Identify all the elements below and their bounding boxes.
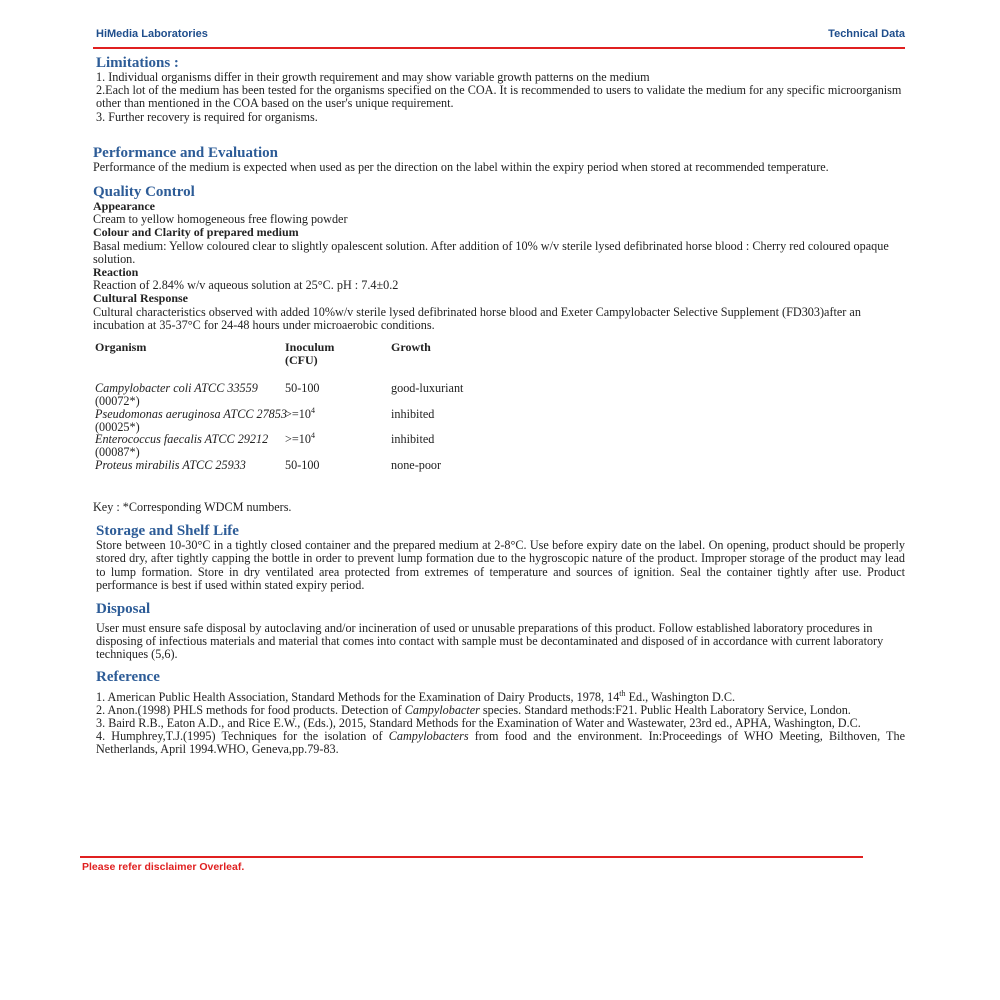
appearance-text: Cream to yellow homogeneous free flowing powder (93, 212, 348, 227)
cultural-response-label: Cultural Response (93, 291, 189, 306)
inoculum-value: 50-100 (285, 381, 320, 396)
document-body (93, 55, 905, 757)
column-header-organism: Organism (95, 340, 147, 355)
table-key: Key : *Corresponding WDCM numbers. (93, 500, 292, 515)
inoculum-header-unit: (CFU) (285, 353, 318, 368)
limitation-item: 3. Further recovery is required for organisms. (96, 109, 318, 124)
limitations-list (96, 71, 905, 124)
organism-name: Campylobacter coli ATCC 33559 (00072*) (95, 381, 258, 409)
storage-heading: Storage and Shelf Life (96, 523, 239, 540)
organism-name: Pseudomonas aeruginosa ATCC 27853 (00025*) (95, 407, 287, 435)
limitation-item: 2.Each lot of the medium has been tested for the organisms specified on the COA. It is recommended to users to validate the medium for any specific microorganism other than mentioned in the COA based on the user's unique requirement. (96, 83, 902, 111)
header-divider (93, 47, 905, 49)
performance-heading: Performance and Evaluation (93, 144, 278, 161)
growth-value: good-luxuriant (391, 381, 464, 396)
appearance-label: Appearance (93, 199, 155, 214)
limitation-item: 1. Individual organisms differ in their growth requirement and may show variable growth patterns on the medium (96, 70, 650, 84)
growth-value: none-poor (391, 458, 442, 473)
reference-item: 2. Anon.(1998) PHLS methods for food products. Detection of Campylobacter species. Standard methods:F21. Public Health Laboratory Service, London. (96, 702, 851, 717)
column-header-growth: Growth (391, 340, 431, 355)
organism-name: Enterococcus faecalis ATCC 29212 (00087*) (95, 432, 269, 460)
growth-value: inhibited (391, 407, 435, 422)
inoculum-header-label: Inoculum (285, 340, 335, 355)
reference-item: 3. Baird R.B., Eaton A.D., and Rice E.W., (Eds.), 2015, Standard Methods for the Examination of Water and Wastewater, 23rd ed., APHA, Washington, D.C. (96, 716, 861, 731)
disposal-heading: Disposal (96, 601, 151, 618)
disposal-text: User must ensure safe disposal by autoclaving and/or incineration of used or unusable preparations of this product. Follow established laboratory procedures in disposing of infectious materials and material that comes into contact with sample must be decontaminated and disposed of in accordance with current laboratory techniques (5,6). (96, 621, 884, 662)
disclaimer-note: Please refer disclaimer Overleaf. (82, 861, 245, 873)
inoculum-value: 50-100 (285, 458, 320, 473)
organism-name: Proteus mirabilis ATCC 25933 (95, 458, 246, 473)
cultural-response-text: Cultural characteristics observed with added 10%w/v sterile lysed defibrinated horse blood and Exeter Campylobacter Selective Supplement (FD303)after an incubation at 35-37°C for 24-48 hours under microaerobic conditions. (93, 304, 861, 332)
reference-item: 4. Humphrey,T.J.(1995) Techniques for the isolation of Campylobacters from food and the environment. In:Proceedings of WHO Meeting, Bilthoven, The Netherlands, April 1994.WHO, Geneva,pp.79-83. (96, 729, 905, 757)
colour-clarity-text: Basal medium: Yellow coloured clear to slightly opalescent solution. After addition of 10% w/v sterile lysed defibrinated horse blood : Cherry red coloured opaque solution. (93, 238, 889, 266)
performance-text: Performance of the medium is expected when used as per the direction on the label within the expiry period when stored at recommended temperature. (93, 159, 829, 174)
company-name: HiMedia Laboratories (96, 28, 208, 40)
inoculum-value: $>=10^4$ (285, 405, 315, 422)
reaction-label: Reaction (93, 265, 139, 280)
colour-clarity-label: Colour and Clarity of prepared medium (93, 225, 299, 240)
column-header-inoculum (285, 341, 334, 367)
quality-control-heading: Quality Control (93, 184, 195, 201)
footer-divider (80, 856, 863, 858)
storage-text: Store between 10-30°C in a tightly closed container and the prepared medium at 2-8°C. Use before expiry date on the label. On opening, product should be properly stored dry, after tightly capping the bottle in order to prevent lump formation due to the hygroscopic nature of the product. Improper storage of the product may lead to lump formation. Store in dry ventilated area protected from extremes of temperature and sources of ignition. Seal the container tightly after use. Product performance is best if used within stated expiry period. (96, 538, 905, 592)
reference-list (96, 688, 905, 757)
organism-table (93, 341, 905, 501)
reference-heading: Reference (96, 668, 160, 685)
document-type: Technical Data (828, 28, 905, 40)
inoculum-value: $>=10^4$ (285, 430, 315, 447)
limitations-heading: Limitations : (96, 55, 179, 71)
reference-item: 1. American Public Health Association, Standard Methods for the Examination of Dairy Products, 1978, 14th Ed., Washington D.C. (96, 688, 736, 704)
growth-value: inhibited (391, 432, 435, 447)
reaction-text: Reaction of 2.84% w/v aqueous solution at 25°C. pH : 7.4±0.2 (93, 278, 399, 293)
